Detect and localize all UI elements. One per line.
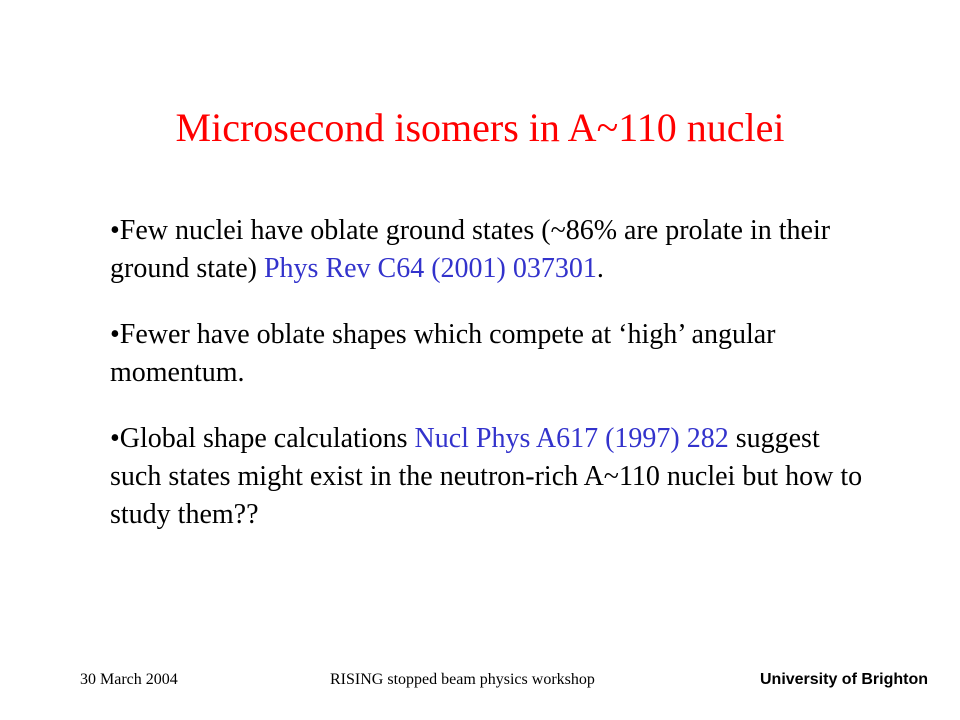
reference-link: Nucl Phys A617 (1997) 282 [414,423,729,454]
bullet-text: •Global shape calculations [110,423,415,454]
bullet-text: •Few nuclei have oblate ground states (~86% are prolate in their ground state) [110,215,831,284]
bullet-list [110,212,870,562]
bullet-tail: suggest such states might exist in the neutron-rich A~110 nuclei but how to study them?? [110,423,863,530]
bullet-item-global-shape-calculations [110,420,870,534]
footer-event: RISING stopped beam physics workshop [330,671,595,688]
footer-organization: University of Brighton [759,671,928,688]
bullet-text: •Fewer have oblate shapes which compete at ‘high’ angular momentum. [110,319,776,388]
bullet-item-oblate-ground-states [110,212,870,288]
footer-date: 30 March 2004 [80,671,178,688]
reference-link: Phys Rev C64 (2001) 037301 [263,253,597,284]
slide-title: Microsecond isomers in A~110 nuclei [175,105,785,150]
bullet-item-high-angular-momentum [110,316,870,392]
bullet-tail: . [596,253,604,284]
